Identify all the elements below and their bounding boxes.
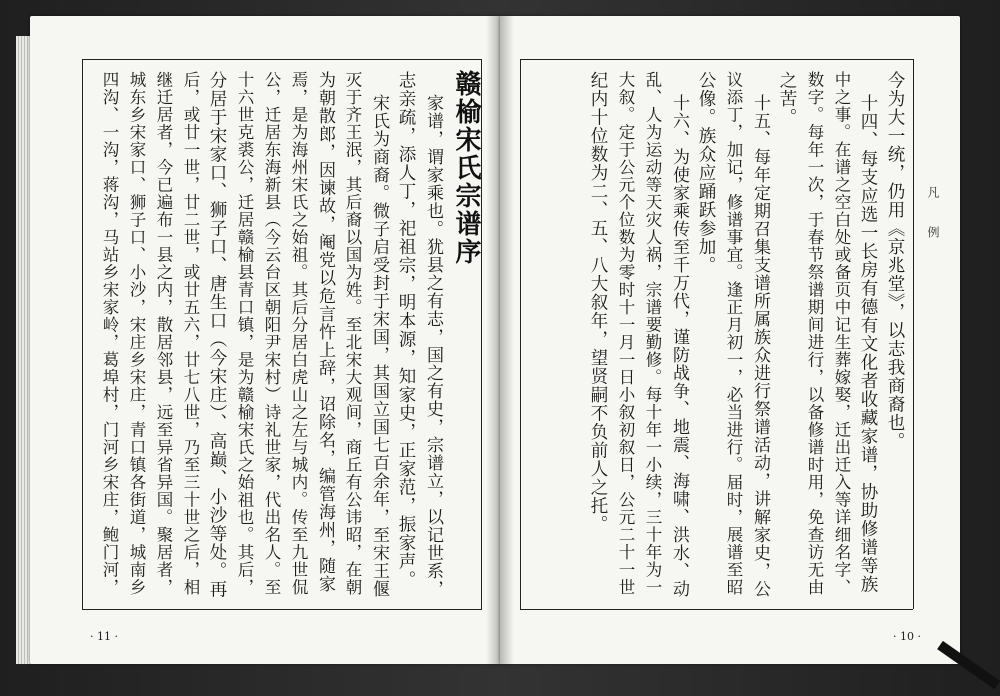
bottom-rule [82,609,482,610]
text-column: 继迁居者，今已遍布一县之内，散居邻县，远至异省异国。聚居者， [154,71,173,596]
text-column: 纪内十位数为二、五、八大叙年，望贤嗣不负前人之托。 [588,71,608,534]
open-book [10,10,968,668]
page-number: · 10 · [893,630,921,643]
text-column: 公，迁居东海新县（今云台区朝阳尹宋村）诗礼世家，代出名人。至 [262,71,281,596]
text-column: 焉，是为海州宋氏之始祖。其后分居白虎山之左与城内。传至九世侃 [289,71,308,596]
book-gutter [486,16,514,664]
text-column: 议添丁，加记，修谱事宜。逢正月初一，必当进行。届时，展谱至昭 [724,71,743,596]
text-column: 志亲疏，添人丁，祀祖宗，明本源，知家史，正家范，振家声。 [396,71,416,589]
text-column: 乱、人为运动等天灾人祸，宗谱要勤修。每十年一小续，三十年为一 [643,71,662,596]
text-column: 大叙。定于公元个位数为零时十一月一日小叙初叙日，公元二十一世 [616,71,635,596]
running-head: 凡例 [926,186,940,266]
text-column: 十六世克裘公，迁居赣榆县青口镇，是为赣榆宋氏之始祖也。其后， [235,71,254,596]
right-page [500,16,960,664]
bottom-rule [520,609,913,610]
text-column: 之苦。 [777,71,797,127]
text-column: 公像。族众应踊跃参加。 [696,71,716,275]
text-column: 后，或廿一世，廿二世，或廿五六，廿七八世，乃至三十世之后，相 [181,71,200,596]
page-number: · 11 · [90,630,118,643]
text-column: 十五、每年定期召集支谱所属族众进行祭谱活动，讲解家史，公 [750,94,770,598]
text-column: 为朝散郎，因谏故，阉党以危言忤上辞，诏除名，编管海州，随家 [315,71,335,593]
text-column: 宋氏为商裔。微子启受封于宋国，其国立国七百余年，至宋王偃 [369,94,389,598]
text-column: 灭于齐王泯，其后裔以国为姓。至北宋大观间，商丘有公讳昭，在朝 [343,71,362,596]
text-column: 分居于宋家口、狮子口、唐生口（今宋庄）、高巅、小沙等处。再 [207,71,227,599]
text-column: 中之事。在谱之空白处或备页中记生葬嫁娶，迁出迁入等详细名字、 [832,71,851,596]
text-column: 四沟、一沟，蒋沟，马站乡宋家岭，葛埠村，门河乡宋庄，鲍门河， [100,71,119,596]
text-column: 十四、每支应选一长房有德有文化者收藏家谱，协助修谱等族 [858,94,878,594]
text-column: 家谱，谓家乘也。犹县之有志，国之有史，宗谱立，以记世系， [423,94,443,598]
text-column: 今为大一统，仍用《京兆堂》，以志我商裔也。 [885,71,905,451]
text-column: 城东乡宋家口、狮子口、小沙，宋庄乡宋庄，青口镇各街道，城南乡 [127,71,146,596]
page-title: 赣榆宋氏宗谱序 [451,70,481,266]
text-column: 十六、为使家乘传至千万代，谨防战争、地震、海啸、洪水、动 [669,94,689,598]
left-page [30,16,500,664]
text-column: 数字。每年一次，于春节祭谱期间进行，以备修谱时用，免查访无由 [805,71,824,596]
